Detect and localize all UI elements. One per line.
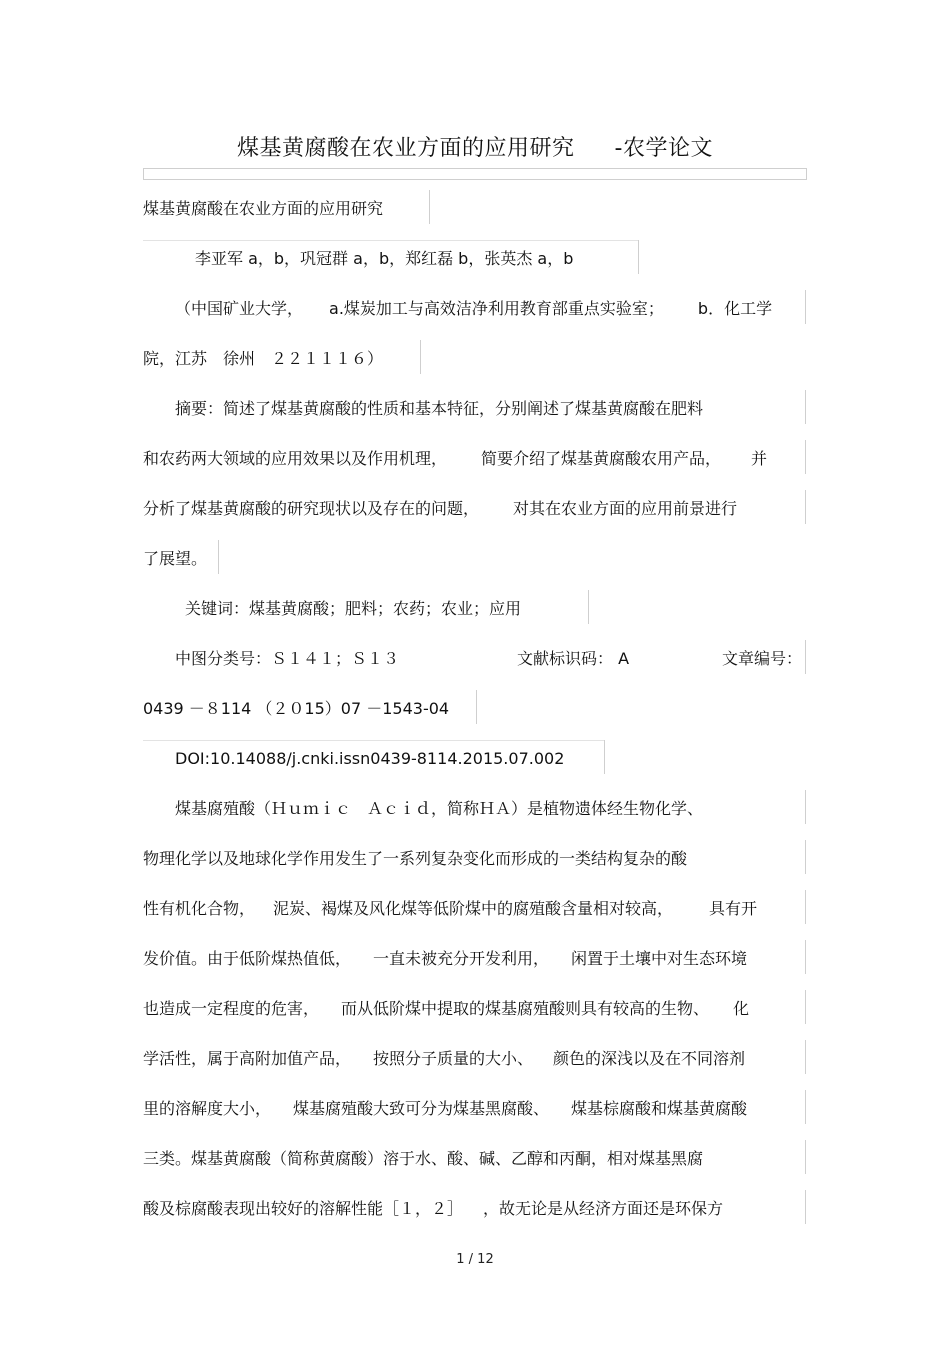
divider xyxy=(805,390,806,424)
article-heading: 煤基黄腐酸在农业方面的应用研究 xyxy=(143,199,384,218)
abstract-line xyxy=(143,498,737,520)
divider xyxy=(588,590,589,624)
body-part: 颜色的深浅以及在不同溶剂 xyxy=(553,1049,746,1068)
body-part: 化 xyxy=(733,999,750,1018)
abstract-part: 并 xyxy=(751,449,768,468)
body-line xyxy=(143,1048,745,1070)
divider xyxy=(805,640,806,674)
keywords: 关键词：煤基黄腐酸；肥料；农药；农业；应用 xyxy=(185,599,522,618)
page-number: 1 / 12 xyxy=(456,1252,494,1267)
abstract-part: 分析了煤基黄腐酸的研究现状以及存在的问题， xyxy=(143,499,480,518)
divider xyxy=(805,890,806,924)
abstract-part: 对其在农业方面的应用前景进行 xyxy=(513,499,738,518)
body-part: 按照分子质量的大小、 xyxy=(373,1049,534,1068)
body-line xyxy=(143,948,747,970)
divider xyxy=(143,240,639,241)
abstract-part: 简要介绍了煤基黄腐酸农用产品， xyxy=(481,449,722,468)
body-part: 学活性，属于高附加值产品， xyxy=(143,1049,352,1068)
body-line: 物理化学以及地球化学作用发生了一系列复杂变化而形成的一类结构复杂的酸 xyxy=(143,849,688,868)
divider xyxy=(805,1090,806,1124)
abstract-line: 了展望。 xyxy=(143,549,208,568)
divider xyxy=(805,1140,806,1174)
body-part: 一直未被充分开发利用， xyxy=(373,949,550,968)
divider xyxy=(805,290,806,324)
body-part: 里的溶解度大小， xyxy=(143,1099,272,1118)
abstract-part: 和农药两大领域的应用效果以及作用机理， xyxy=(143,449,448,468)
authors: 李亚军 a，b，巩冠群 a，b，郑红磊 b，张英杰 a，b xyxy=(195,249,574,268)
body-part: 而从低阶煤中提取的煤基腐殖酸则具有较高的生物、 xyxy=(341,999,710,1018)
body-line xyxy=(143,998,749,1020)
divider xyxy=(805,840,806,874)
body-part: 发价值。由于低阶煤热值低， xyxy=(143,949,352,968)
divider xyxy=(805,490,806,524)
divider xyxy=(429,190,430,224)
divider xyxy=(805,940,806,974)
body-line: 三类。煤基黄腐酸（简称黄腐酸）溶于水、酸、碱、乙醇和丙酮，相对煤基黑腐 xyxy=(143,1149,704,1168)
divider xyxy=(805,1040,806,1074)
doi: DOI:10.14088/j.cnki.issn0439-8114.2015.07.002 xyxy=(175,749,565,768)
body-part: 煤基棕腐酸和煤基黄腐酸 xyxy=(571,1099,748,1118)
divider xyxy=(218,540,219,574)
body-line xyxy=(143,1098,747,1120)
document-code: 文献标识码： A xyxy=(517,649,630,668)
title-suffix: -农学论文 xyxy=(614,136,713,161)
page-title xyxy=(0,131,950,162)
divider xyxy=(143,740,605,741)
classification-number: 中图分类号：Ｓ１４１；Ｓ１３ xyxy=(175,649,400,668)
body-part: ，故无论是从经济方面还是环保方 xyxy=(483,1199,724,1218)
divider xyxy=(638,240,639,274)
body-part: 煤基腐殖酸大致可分为煤基黑腐酸、 xyxy=(293,1099,550,1118)
affiliation-line-1 xyxy=(175,298,772,320)
body-part: 也造成一定程度的危害， xyxy=(143,999,320,1018)
divider xyxy=(604,740,605,774)
abstract-line xyxy=(143,448,767,470)
body-line xyxy=(143,898,757,920)
article-number-label: 文章编号： xyxy=(722,649,803,668)
body-part: 具有开 xyxy=(709,899,758,918)
article-number: 0439 －８114 （２０15）07 －1543-04 xyxy=(143,699,450,718)
affiliation-part: a.煤炭加工与高效洁净利用教育部重点实验室； xyxy=(329,299,664,318)
affiliation-part: b．化工学 xyxy=(697,299,773,318)
header-rule xyxy=(143,168,807,180)
divider xyxy=(805,790,806,824)
body-line: 煤基腐殖酸（Ｈｕｍｉｃ Ａｃｉｄ，简称ＨＡ）是植物遗体经生物化学、 xyxy=(175,799,704,818)
body-line xyxy=(143,1198,723,1220)
affiliation-part: （中国矿业大学， xyxy=(175,299,304,318)
body-part: 泥炭、褐煤及风化煤等低阶煤中的腐殖酸含量相对较高， xyxy=(273,899,674,918)
divider xyxy=(476,690,477,724)
body-part: 性有机化合物， xyxy=(143,899,256,918)
abstract-line: 摘要：简述了煤基黄腐酸的性质和基本特征，分别阐述了煤基黄腐酸在肥料 xyxy=(175,399,704,418)
divider xyxy=(805,440,806,474)
body-part: 酸及棕腐酸表现出较好的溶解性能［１，２］ xyxy=(143,1199,464,1218)
body-part: 闲置于土壤中对生态环境 xyxy=(571,949,748,968)
affiliation-line-2: 院，江苏 徐州 ２２１１１６） xyxy=(143,349,384,368)
divider xyxy=(420,340,421,374)
title-main: 煤基黄腐酸在农业方面的应用研究 xyxy=(237,136,575,161)
divider xyxy=(805,990,806,1024)
divider xyxy=(805,1190,806,1224)
